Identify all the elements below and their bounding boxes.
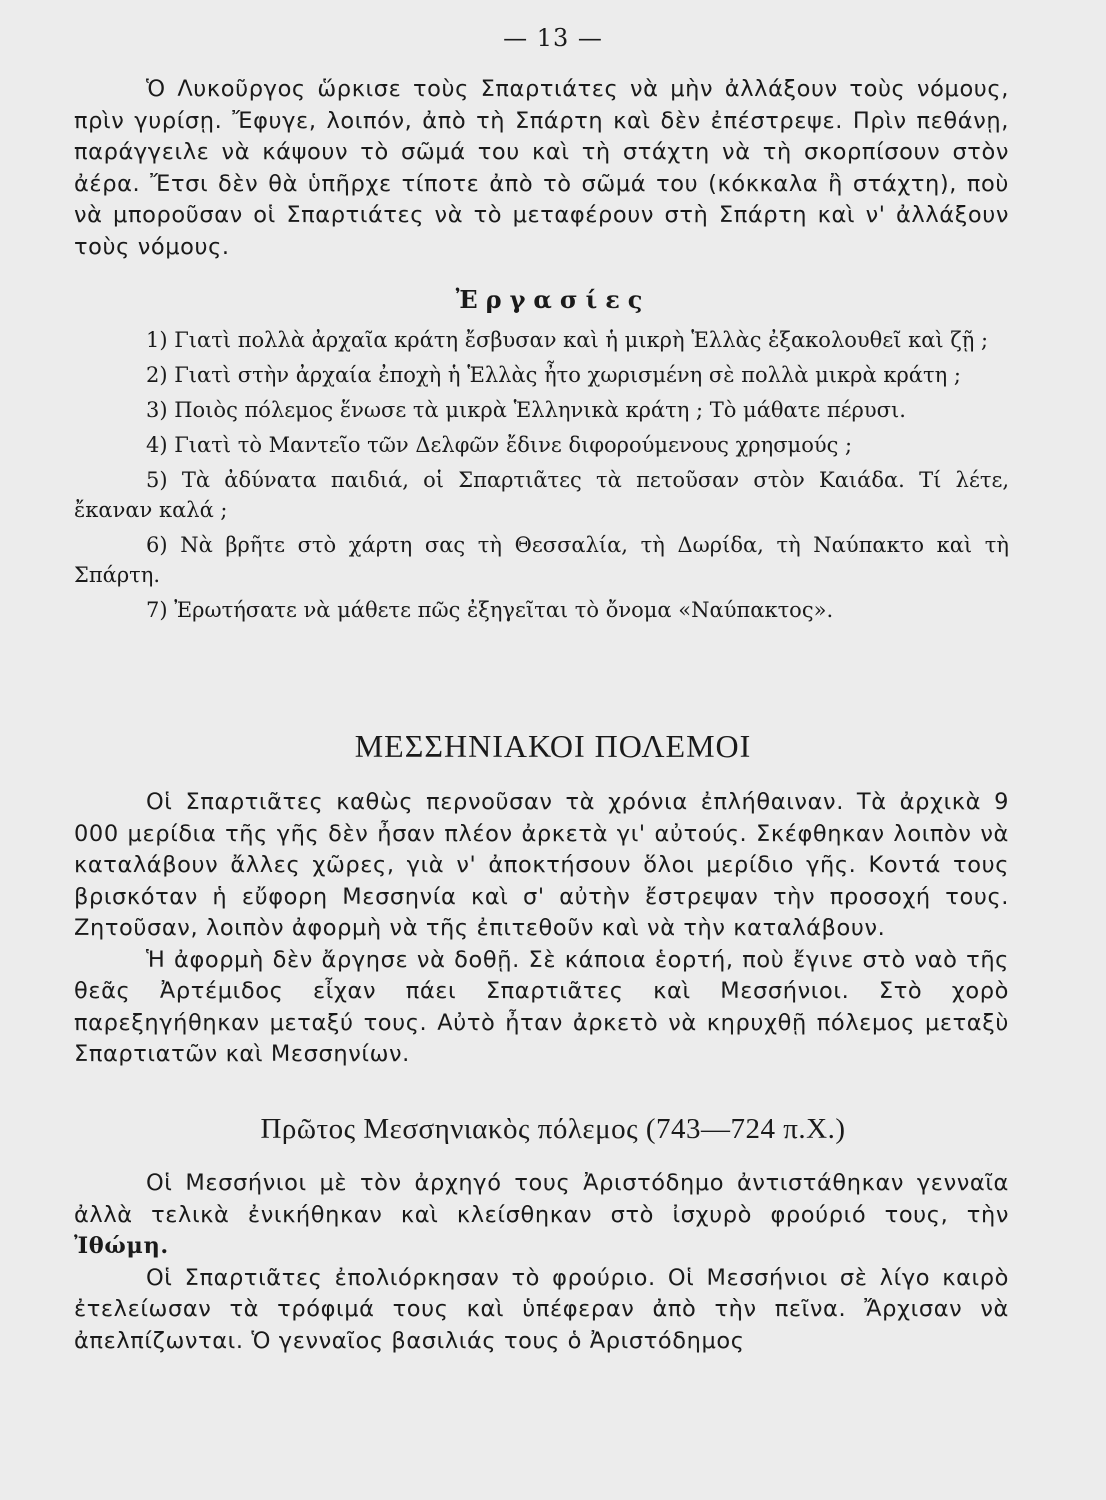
exercise-item: 3) Ποιὸς πόλεμος ἕνωσε τὰ μικρὰ Ἑλληνικὰ κράτη ; Τὸ μάθατε πέρυσι. [146, 398, 906, 422]
exercises-heading: Ἐργασίες [455, 285, 651, 314]
subsection-title: Πρῶτος Μεσσηνιακὸς πόλεμος (743—724 π.Χ.) [260, 1113, 846, 1145]
exercise-item: 2) Γιατὶ στὴν ἀρχαία ἐποχὴ ἡ Ἑλλὰς ἦτο χωρισμένη σὲ πολλὰ μικρὰ κράτη ; [146, 363, 961, 387]
intro-text [74, 74, 1009, 263]
fortress-name: Ἰθώμη. [74, 1233, 169, 1259]
exercise-item: 4) Γιατὶ τὸ Μαντεῖο τῶν Δελφῶν ἔδινε διφορούμενους χρησμούς ; [146, 433, 853, 457]
section-title: ΜΕΣΣΗΝΙΑΚΟΙ ΠΟΛΕΜΟΙ [354, 728, 752, 764]
subsection-paragraph [74, 1168, 1009, 1263]
exercise-item: 5) Τὰ ἀδύνατα παιδιά, οἱ Σπαρτιᾶτες τὰ πετοῦσαν στὸν Καιάδα. Τί λέτε, ἔκαναν καλά ; [74, 468, 1009, 522]
subsection-paragraph: Οἱ Σπαρτιᾶτες ἐπολιόρκησαν τὸ φρούριο. Οἱ Μεσσήνιοι σὲ λίγο καιρὸ ἐτελείωσαν τὰ τρόφιμά τους καὶ ὑπέφεραν ἀπὸ τὴν πεῖνα. Ἄρχισαν νὰ ἀπελπίζωνται. Ὁ γενναῖος βασιλιάς τους ὁ Ἀριστόδημος [74, 1264, 1009, 1354]
page-number: — 13 — [503, 24, 603, 52]
subsection-body [74, 1168, 1009, 1357]
section-paragraph: Οἱ Σπαρτιᾶτες καθὼς περνοῦσαν τὰ χρόνια ἐπλήθαιναν. Τὰ ἀρχικὰ 9 000 μερίδια τῆς γῆς δὲν ἦσαν πλέον ἀρκετὰ γι' αὐτούς. Σκέφθηκαν λοιπὸν νὰ καταλάβουν ἄλλες χῶρες, γιὰ ν' ἀποκτήσουν ὅλοι μερίδιο γῆς. Κοντά τους βρισκόταν ἡ εὔφορη Μεσσηνία καὶ σ' αὐτὴν ἔστρεψαν τὴν προσοχή τους. Ζητοῦσαν, λοιπὸν ἀφορμὴ νὰ τῆς ἐπιτεθοῦν καὶ νὰ τὴν καταλάβουν. [74, 789, 1009, 941]
exercise-item: 1) Γιατὶ πολλὰ ἀρχαῖα κράτη ἔσβυσαν καὶ ἡ μικρὴ Ἑλλὰς ἐξακολουθεῖ καὶ ζῇ ; [146, 328, 989, 352]
exercises-list [74, 325, 1009, 630]
section-body [74, 787, 1009, 1071]
subsection-paragraph-text: Οἱ Μεσσήνιοι μὲ τὸν ἀρχηγό τους Ἀριστόδημο ἀντιστάθηκαν γενναῖα ἀλλὰ τελικὰ ἐνικήθηκαν καὶ κλείσθηκαν στὸ ἰσχυρὸ φρούριό τους, τὴν [74, 1170, 1009, 1228]
exercise-item: 7) Ἐρωτήσατε νὰ μάθετε πῶς ἐξηγεῖται τὸ ὄνομα «Ναύπακτος». [146, 598, 834, 622]
exercise-item: 6) Νὰ βρῆτε στὸ χάρτη σας τὴ Θεσσαλία, τὴ Δωρίδα, τὴ Ναύπακτο καὶ τὴ Σπάρτη. [74, 533, 1009, 587]
intro-paragraph: Ὁ Λυκοῦργος ὥρκισε τοὺς Σπαρτιάτες νὰ μὴν ἀλλάξουν τοὺς νόμους, πρὶν γυρίσῃ. Ἔφυγε, λοιπόν, ἀπὸ τὴ Σπάρτη καὶ δὲν ἐπέστρεψε. Πρὶν πεθάνῃ, παράγγειλε νὰ κάψουν τὸ σῶμά του καὶ τὴ στάχτη νὰ τὴ σκορπίσουν στὸν ἀέρα. Ἔτσι δὲν θὰ ὑπῆρχε τίποτε ἀπὸ τὸ σῶμά του (κόκκαλα ἢ στάχτη), ποὺ νὰ μποροῦσαν οἱ Σπαρτιάτες νὰ τὸ μεταφέρουν στὴ Σπάρτη καὶ ν' ἀλλάξουν τοὺς νόμους. [74, 76, 1009, 260]
section-paragraph: Ἡ ἀφορμὴ δὲν ἄργησε νὰ δοθῇ. Σὲ κάποια ἑορτή, ποὺ ἔγινε στὸ ναὸ τῆς θεᾶς Ἀρτέμιδος εἶχαν πάει Σπαρτιᾶτες καὶ Μεσσήνιοι. Στὸ χορὸ παρεξηγήθηκαν μεταξύ τους. Αὐτὸ ἦταν ἀρκετὸ νὰ κηρυχθῇ πόλεμος μεταξὺ Σπαρτιατῶν καὶ Μεσσηνίων. [74, 946, 1009, 1067]
